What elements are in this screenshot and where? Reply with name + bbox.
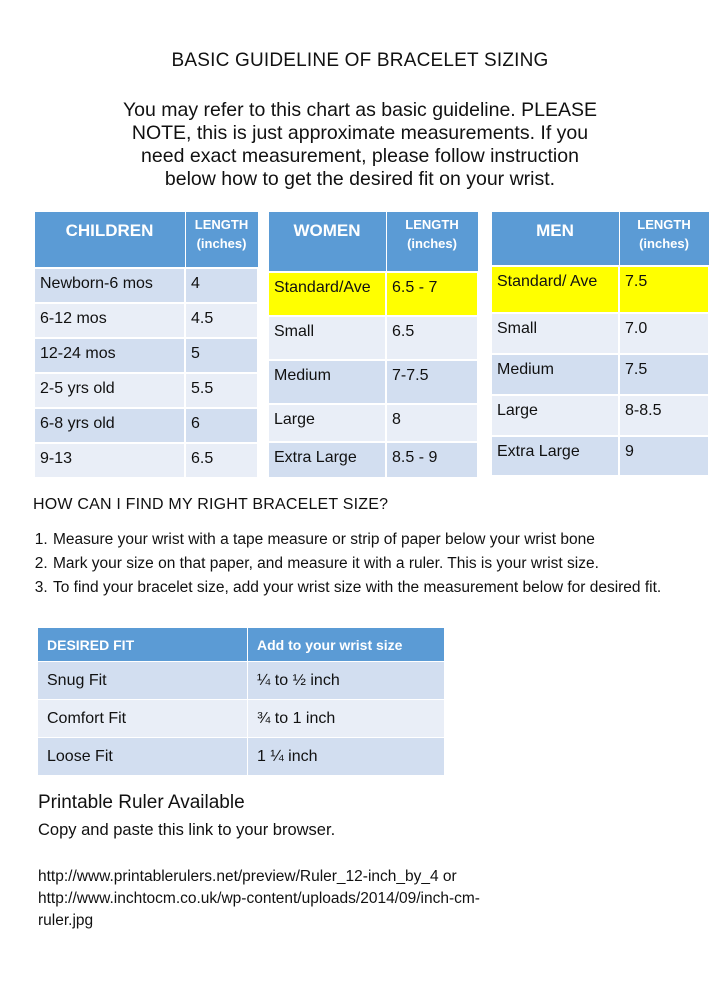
children-label: 12-24 mos <box>34 338 185 373</box>
children-label: Newborn-6 mos <box>34 268 185 303</box>
children-value: 5.5 <box>185 373 258 408</box>
children-value: 6.5 <box>185 443 258 478</box>
fit-header: DESIRED FIT <box>38 628 248 662</box>
men-value: 7.0 <box>619 313 709 354</box>
men-label: Standard/ Ave <box>491 266 619 313</box>
children-value: 4 <box>185 268 258 303</box>
women-value: 8.5 - 9 <box>386 442 478 478</box>
wrist-add-header: Add to your wrist size <box>248 628 445 662</box>
women-value: 6.5 - 7 <box>386 272 478 316</box>
children-label: 2-5 yrs old <box>34 373 185 408</box>
length-label: LENGTH <box>405 217 459 232</box>
children-value: 5 <box>185 338 258 373</box>
men-value: 7.5 <box>619 266 709 313</box>
length-label: LENGTH <box>194 217 249 232</box>
men-length-header <box>619 212 709 266</box>
children-label: 9-13 <box>34 443 185 478</box>
step-item: 2. Mark your size on that paper, and measure it with a ruler. This is your wrist size. <box>52 552 712 576</box>
page-title: BASIC GUIDELINE OF BRACELET SIZING <box>171 50 549 71</box>
children-size-table <box>33 211 259 479</box>
children-length-header <box>185 212 258 268</box>
ruler-heading: Printable Ruler Available <box>38 792 245 813</box>
fit-value: ¼ to ½ inch <box>248 662 445 700</box>
how-to-heading: HOW CAN I FIND MY RIGHT BRACELET SIZE? <box>33 496 389 513</box>
women-length-header <box>386 212 478 272</box>
women-label: Extra Large <box>268 442 386 478</box>
women-header: WOMEN <box>268 212 386 272</box>
men-value: 9 <box>619 436 709 476</box>
ruler-subtext: Copy and paste this link to your browser. <box>38 821 336 839</box>
intro-line: You may refer to this chart as basic guideline. PLEASE <box>122 99 598 121</box>
fit-label: Loose Fit <box>38 738 248 776</box>
intro-line: below how to get the desired fit on your wrist. <box>164 168 556 190</box>
men-label: Medium <box>491 354 619 395</box>
inches-label: (inches) <box>639 236 689 251</box>
children-header: CHILDREN <box>34 212 185 268</box>
women-value: 6.5 <box>386 316 478 360</box>
fit-value: 1 ¼ inch <box>248 738 445 776</box>
intro-text <box>100 99 620 191</box>
men-header: MEN <box>491 212 619 266</box>
step-item: 1. Measure your wrist with a tape measure or strip of paper below your wrist bone <box>52 528 712 552</box>
children-value: 6 <box>185 408 258 443</box>
link-line: ruler.jpg <box>38 912 94 929</box>
fit-value: ¾ to 1 inch <box>248 700 445 738</box>
women-label: Standard/Ave <box>268 272 386 316</box>
step-item: 3. To find your bracelet size, add your wrist size with the measurement below for desired fit. <box>52 576 712 600</box>
inches-label: (inches) <box>407 236 457 251</box>
instruction-steps <box>33 528 712 600</box>
children-label: 6-8 yrs old <box>34 408 185 443</box>
women-label: Large <box>268 404 386 442</box>
link-line: http://www.inchtocm.co.uk/wp-content/uploads/2014/09/inch-cm- <box>38 890 480 907</box>
men-size-table <box>490 211 710 477</box>
children-value: 4.5 <box>185 303 258 338</box>
men-label: Small <box>491 313 619 354</box>
women-label: Medium <box>268 360 386 404</box>
inches-label: (inches) <box>196 236 247 251</box>
men-value: 7.5 <box>619 354 709 395</box>
men-value: 8-8.5 <box>619 395 709 436</box>
men-label: Large <box>491 395 619 436</box>
women-label: Small <box>268 316 386 360</box>
women-size-table <box>267 211 479 479</box>
fit-label: Comfort Fit <box>38 700 248 738</box>
intro-line: need exact measurement, please follow instruction <box>141 145 579 167</box>
men-label: Extra Large <box>491 436 619 476</box>
intro-line: NOTE, this is just approximate measurements. If you <box>131 122 589 144</box>
ruler-links <box>38 866 578 932</box>
link-line: http://www.printablerulers.net/preview/Ruler_12-inch_by_4 or <box>38 868 457 885</box>
fit-label: Snug Fit <box>38 662 248 700</box>
length-label: LENGTH <box>637 217 691 232</box>
desired-fit-table <box>37 627 445 776</box>
women-value: 8 <box>386 404 478 442</box>
children-label: 6-12 mos <box>34 303 185 338</box>
women-value: 7-7.5 <box>386 360 478 404</box>
